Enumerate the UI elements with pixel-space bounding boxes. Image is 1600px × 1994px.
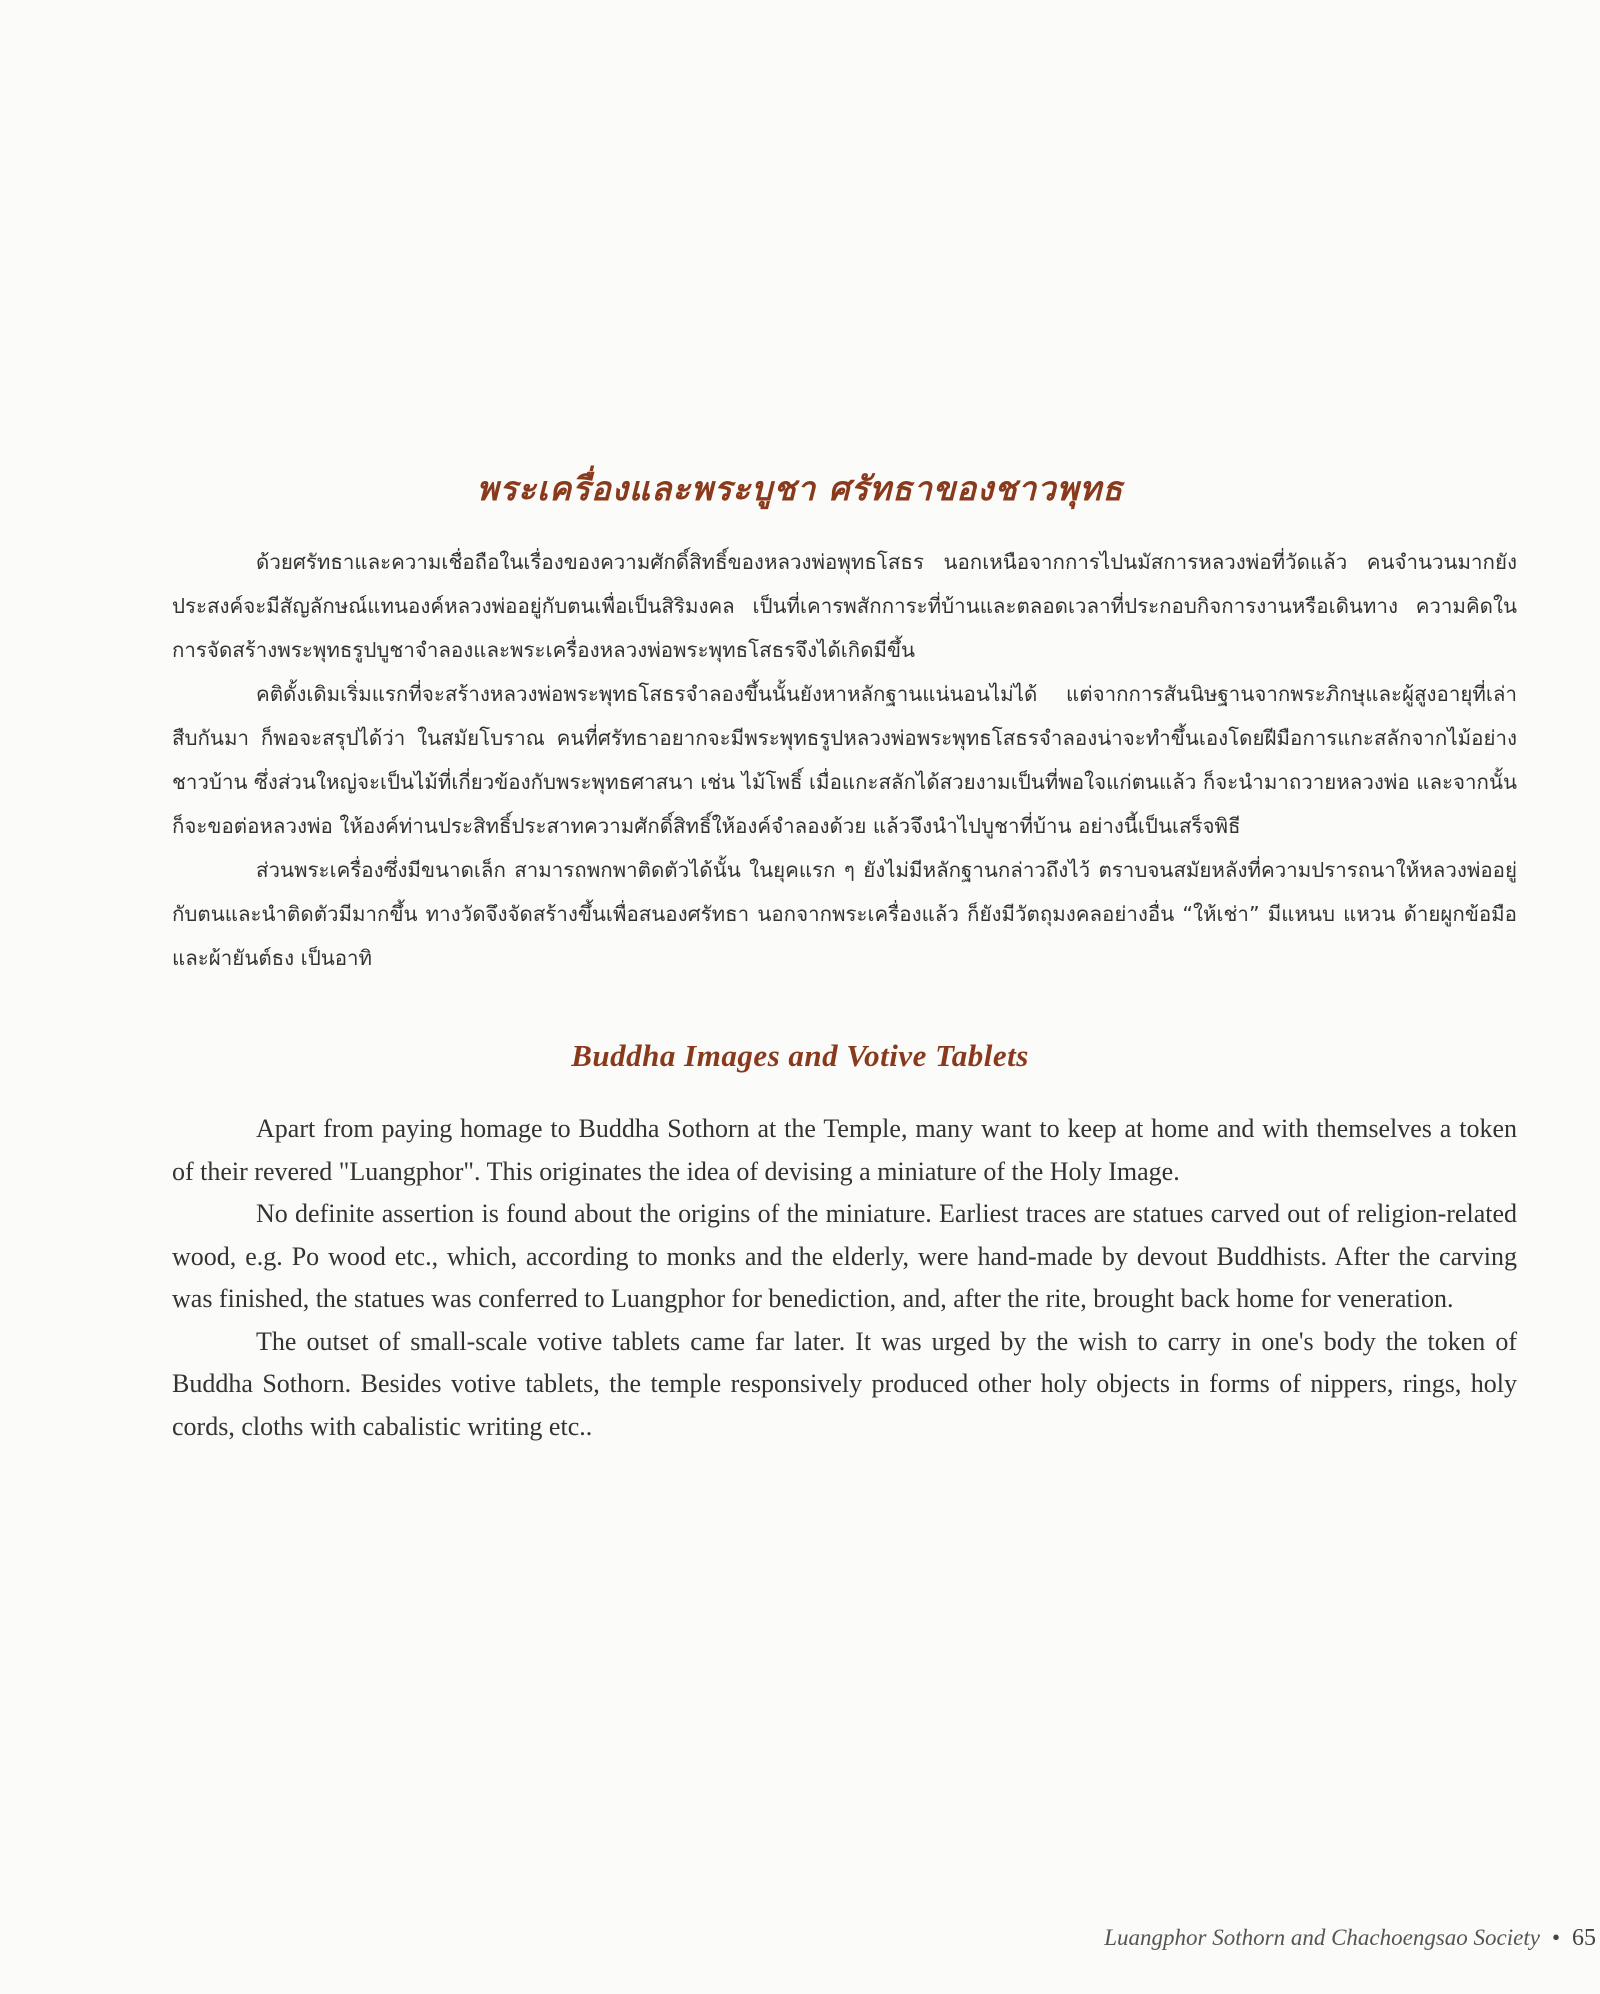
thai-section-body	[172, 540, 1517, 980]
thai-paragraph: คติดั้งเดิมเริ่มแรกที่จะสร้างหลวงพ่อพระพุทธโสธรจำลองขึ้นนั้นยังหาหลักฐานแน่นอนไม่ได้ แต่จากการสันนิษฐานจากพระภิกษุและผู้สูงอายุที่เล่าสืบกันมา ก็พอจะสรุปได้ว่า ในสมัยโบราณ คนที่ศรัทธาอยากจะมีพระพุทธรูปหลวงพ่อพระพุทธโสธรจำลองน่าจะทำขึ้นเองโดยฝีมือการแกะสลักจากไม้อย่างชาวบ้าน ซึ่งส่วนใหญ่จะเป็นไม้ที่เกี่ยวข้องกับพระพุทธศาสนา เช่น ไม้โพธิ์ เมื่อแกะสลักได้สวยงามเป็นที่พอใจแก่ตนแล้ว ก็จะนำมาถวายหลวงพ่อ และจากนั้นก็จะขอต่อหลวงพ่อ ให้องค์ท่านประสิทธิ์ประสาทความศักดิ์สิทธิ์ให้องค์จำลองด้วย แล้วจึงนำไปบูชาที่บ้าน อย่างนี้เป็นเสร็จพิธี	[172, 682, 1517, 838]
page-footer	[1000, 1925, 1600, 1952]
english-section-body	[172, 1108, 1517, 1448]
english-section-heading: Buddha Images and Votive Tablets	[571, 1038, 1029, 1073]
thai-paragraph: ด้วยศรัทธาและความเชื่อถือในเรื่องของความศักดิ์สิทธิ์ของหลวงพ่อพุทธโสธร นอกเหนือจากการไปนมัสการหลวงพ่อที่วัดแล้ว คนจำนวนมากยังประสงค์จะมีสัญลักษณ์แทนองค์หลวงพ่ออยู่กับตนเพื่อเป็นสิริมงคล เป็นที่เคารพสักการะที่บ้านและตลอดเวลาที่ประกอบกิจการงานหรือเดินทาง ความคิดในการจัดสร้างพระพุทธรูปบูชาจำลองและพระเครื่องหลวงพ่อพระพุทธโสธรจึงได้เกิดมีขึ้น	[172, 550, 1517, 662]
english-paragraph: No definite assertion is found about the origins of the miniature. Earliest traces are statues carved out of religion-related wood, e.g. Po wood etc., which, according to monks and the elderly, were hand-made by devout Buddhists. After the carving was finished, the statues was conferred to Luangphor for benediction, and, after the rite, brought back home for veneration.	[172, 1199, 1517, 1313]
english-paragraph: The outset of small-scale votive tablets came far later. It was urged by the wish to carry in one's body the token of Buddha Sothorn. Besides votive tablets, the temple responsively produced other holy objects in forms of nippers, rings, holy cords, cloths with cabalistic writing etc..	[172, 1326, 1517, 1441]
footer-separator: •	[1551, 1925, 1560, 1950]
running-title: Luangphor Sothorn and Chachoengsao Society	[1104, 1925, 1540, 1950]
thai-section-heading: พระเครื่องและพระบูชา ศรัทธาของชาวพุทธ	[476, 469, 1124, 508]
english-paragraph: Apart from paying homage to Buddha Sothorn at the Temple, many want to keep at home and with themselves a token of their revered "Luangphor". This originates the idea of devising a miniature of the Holy Image.	[172, 1114, 1517, 1186]
thai-paragraph: ส่วนพระเครื่องซึ่งมีขนาดเล็ก สามารถพกพาติดตัวได้นั้น ในยุคแรก ๆ ยังไม่มีหลักฐานกล่าวถึงไว้ ตราบจนสมัยหลังที่ความปรารถนาให้หลวงพ่ออยู่กับตนและนำติดตัวมีมากขึ้น ทางวัดจึงจัดสร้างขึ้นเพื่อสนองศรัทธา นอกจากพระเครื่องแล้ว ก็ยังมีวัตถุมงคลอย่างอื่น “ให้เช่า” มีแหนบ แหวน ด้ายผูกข้อมือและผ้ายันต์ธง เป็นอาทิ	[172, 858, 1517, 970]
page-number: 65	[1572, 1925, 1596, 1951]
